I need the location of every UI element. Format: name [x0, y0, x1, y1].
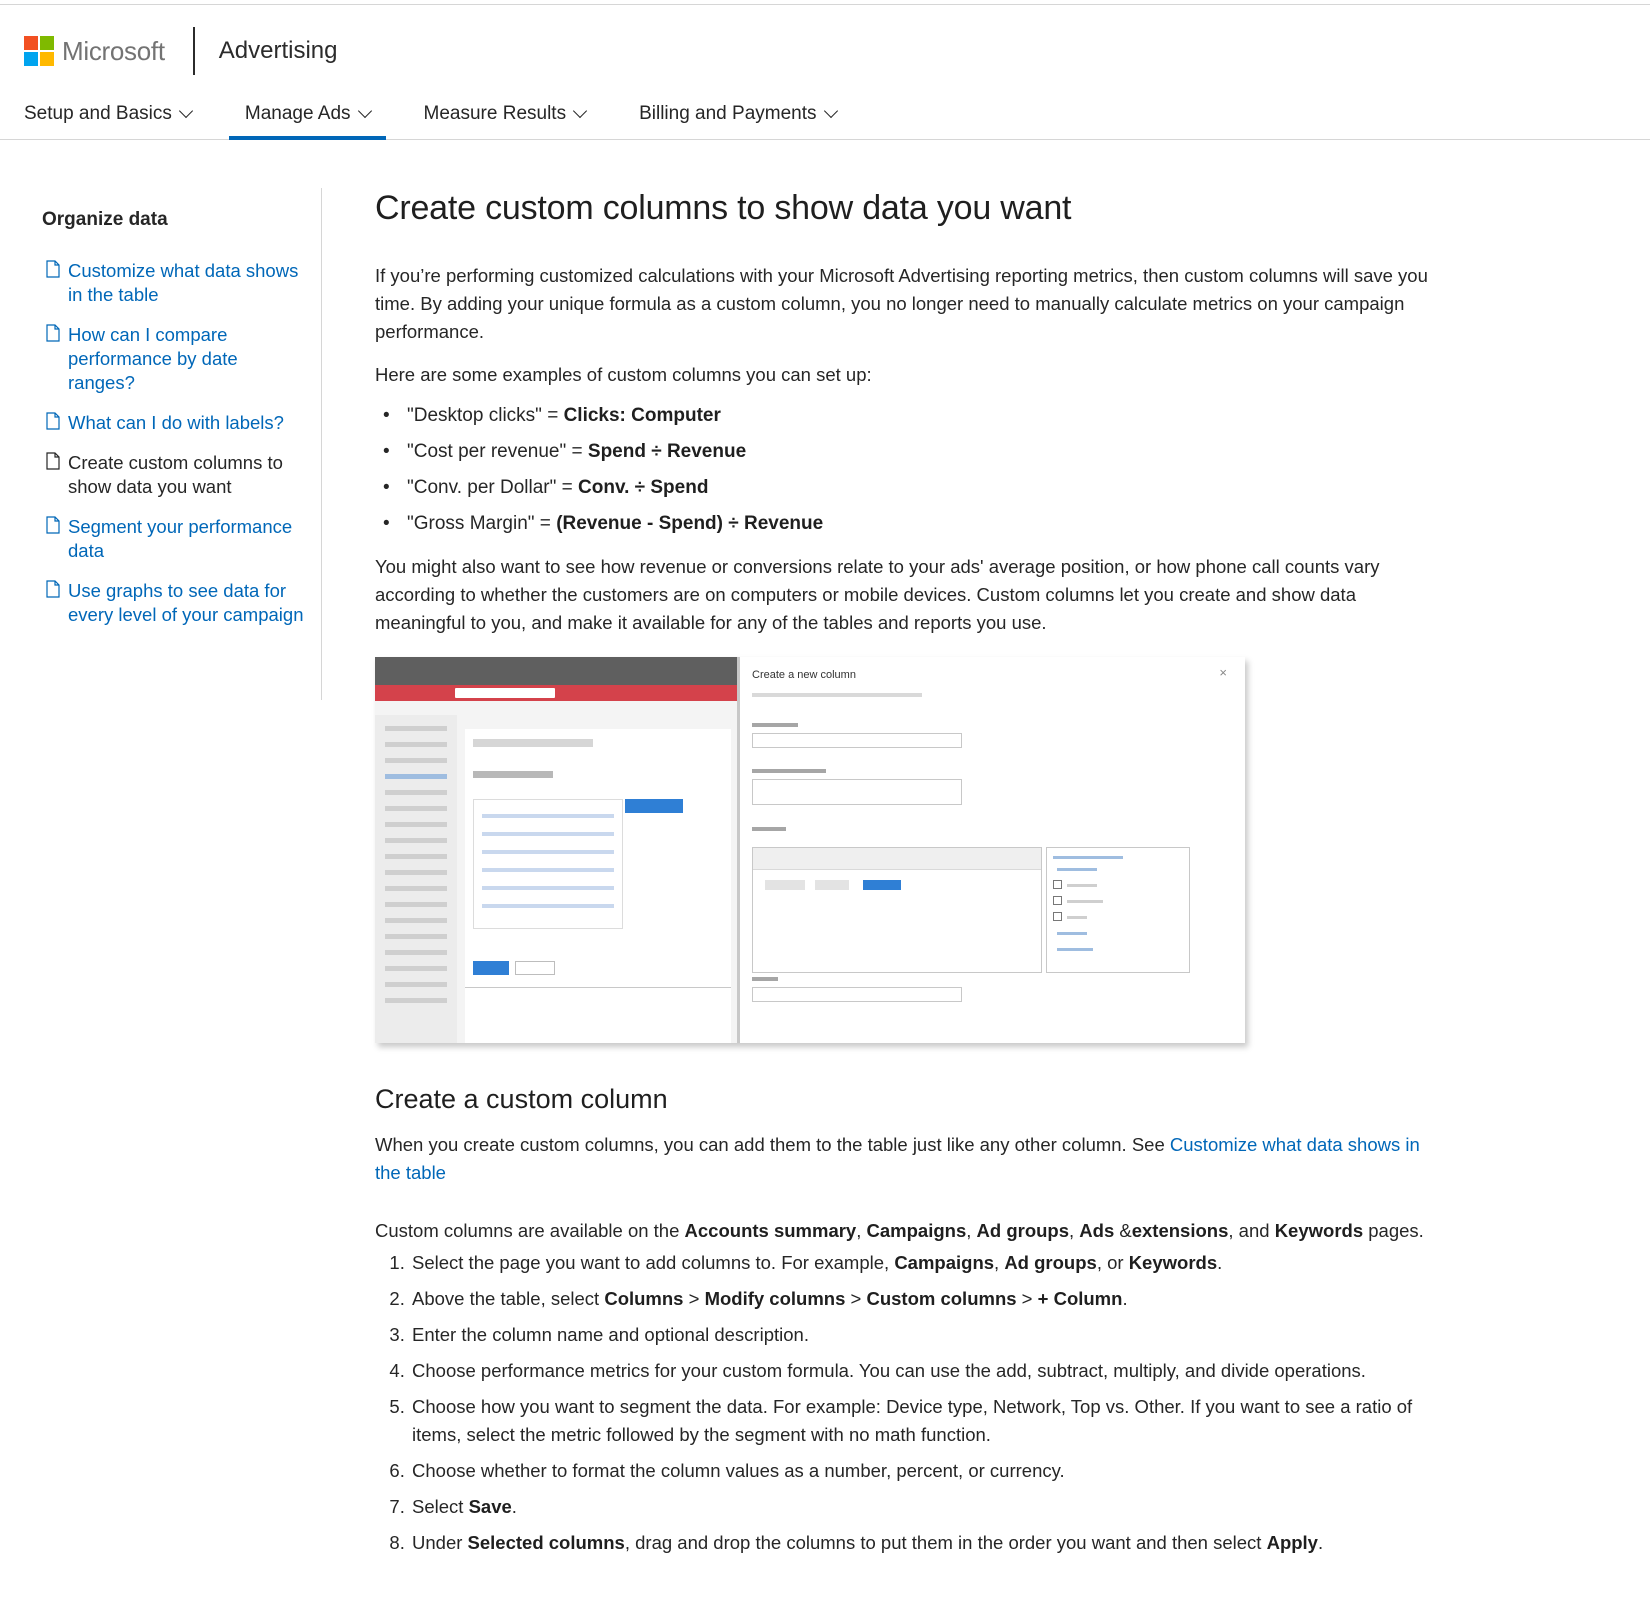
example-name: "Gross Margin" [407, 513, 535, 534]
chevron-down-icon [357, 104, 371, 118]
sidebar-item-label: Customize what data shows in the table [68, 260, 299, 305]
text: . [1122, 1288, 1128, 1309]
screenshot-topbar [375, 657, 737, 685]
nav-label: Measure Results [423, 103, 567, 124]
sidebar-item-compare[interactable] [42, 323, 304, 395]
section-intro [375, 1131, 1435, 1187]
brand-divider [193, 27, 195, 75]
bold: Modify columns [704, 1288, 846, 1309]
sidebar-item-segment[interactable] [42, 515, 304, 563]
screenshot-alert-bar [375, 685, 737, 701]
nav-manage-ads[interactable] [229, 97, 386, 140]
sidebar-item-custom-columns [42, 451, 304, 499]
chevron-down-icon [179, 104, 193, 118]
page-name: Ads [1079, 1220, 1115, 1241]
text: Choose how you want to segment the data. For example: Device type, Network, Top vs. Other. If you want to see a ratio of items, select the metric followed by the segment with no math function. [412, 1396, 1413, 1445]
close-icon: × [1219, 665, 1227, 680]
chevron-down-icon [823, 104, 837, 118]
step-item [410, 1493, 1435, 1521]
main-nav [24, 97, 890, 140]
bold: Save [468, 1496, 512, 1517]
sidebar-item-labels[interactable] [42, 411, 304, 435]
example-name: "Conv. per Dollar" [407, 477, 557, 498]
equals: = [541, 405, 564, 426]
text: , [994, 1252, 1005, 1273]
sidebar-item-label: Use graphs to see data for every level of your campaign [68, 580, 304, 625]
list-item [375, 475, 1435, 501]
sidebar-title: Organize data [42, 209, 168, 230]
text: & [1114, 1220, 1132, 1241]
text: , drag and drop the columns to put them in the order you want and then select [624, 1532, 1267, 1553]
text: > [845, 1288, 867, 1309]
bold: Campaigns [894, 1252, 995, 1273]
equals: = [566, 441, 588, 462]
page-name: extensions [1131, 1220, 1229, 1241]
step-item [410, 1357, 1435, 1385]
text: , [856, 1220, 867, 1241]
text: , [1069, 1220, 1080, 1241]
document-icon [46, 324, 60, 342]
examples-list [375, 403, 1435, 537]
nav-billing-and-payments[interactable] [639, 97, 835, 140]
list-item [375, 403, 1435, 429]
bold: Columns [604, 1288, 684, 1309]
sidebar-item-label: How can I compare performance by date ranges? [68, 324, 238, 393]
text: , and [1228, 1220, 1275, 1241]
customize-table-link[interactable]: Customize what data shows in the table [375, 1134, 1420, 1183]
section-intro-text: When you create custom columns, you can add them to the table just like any other column. See [375, 1134, 1170, 1155]
nav-label: Setup and Basics [24, 103, 172, 124]
nav-measure-results[interactable] [424, 97, 586, 140]
sidebar-item-label: What can I do with labels? [68, 412, 284, 433]
sidebar-item-graphs[interactable] [42, 579, 304, 627]
text: Above the table, select [412, 1288, 605, 1309]
step-item [410, 1457, 1435, 1485]
text: Select the page you want to add columns to. For example, [412, 1252, 895, 1273]
example-name: "Desktop clicks" [407, 405, 542, 426]
equals: = [556, 477, 579, 498]
bold: Selected columns [467, 1532, 625, 1553]
sidebar [42, 188, 322, 700]
sidebar-list [42, 259, 321, 627]
step-item [410, 1285, 1435, 1313]
brand-company: Microsoft [62, 35, 165, 66]
screenshot-segment-box [1046, 847, 1190, 973]
screenshot-formula-box [752, 847, 1042, 973]
page-name: Keywords [1274, 1220, 1364, 1241]
sidebar-item-label: Create custom columns to show data you want [68, 452, 283, 497]
equals: = [534, 513, 557, 534]
example-formula: Conv. ÷ Spend [578, 477, 709, 498]
text: , [966, 1220, 977, 1241]
page-name: Campaigns [866, 1220, 967, 1241]
text: . [511, 1496, 517, 1517]
screenshot-dialog [740, 657, 1245, 1043]
page-title: Create custom columns to show data you want [375, 189, 1072, 227]
bold: Keywords [1128, 1252, 1218, 1273]
step-item [410, 1393, 1435, 1449]
step-item [410, 1249, 1435, 1277]
text: , or [1096, 1252, 1129, 1273]
text: > [683, 1288, 705, 1309]
bold: Custom columns [866, 1288, 1017, 1309]
screenshot-body [465, 729, 731, 1043]
chevron-down-icon [573, 104, 587, 118]
screenshot-dialog-title: Create a new column [752, 669, 856, 681]
screenshot-side-nav [375, 715, 457, 1043]
bold: Ad groups [1004, 1252, 1097, 1273]
bold: + Column [1037, 1288, 1123, 1309]
text: Custom columns are available on the [375, 1220, 685, 1241]
steps-list [375, 1249, 1435, 1557]
document-icon [46, 452, 60, 470]
brand-product: Advertising [218, 37, 338, 64]
microsoft-logo-icon [24, 36, 54, 66]
text: . [1317, 1532, 1324, 1553]
section-title: Create a custom column [375, 1084, 668, 1114]
text: pages. [1363, 1220, 1424, 1241]
document-icon [46, 412, 60, 430]
text: Select [412, 1496, 469, 1517]
page-name: Ad groups [976, 1220, 1070, 1241]
text: Choose whether to format the column values as a number, percent, or currency. [412, 1460, 1065, 1481]
example-formula: (Revenue - Spend) ÷ Revenue [556, 513, 824, 534]
intro-paragraph: If you’re performing customized calculations with your Microsoft Advertising reporting metrics, then custom columns will save you time. By adding your unique formula as a custom column, you no longer need to manually calculate metrics on your campaign performance. [375, 265, 1428, 342]
text: Enter the column name and optional description. [412, 1324, 809, 1345]
step-item [410, 1529, 1435, 1557]
text: . [1217, 1252, 1223, 1273]
example-name: "Cost per revenue" [407, 441, 567, 462]
sidebar-item-label: Segment your performance data [68, 516, 293, 561]
example-formula: Spend ÷ Revenue [587, 441, 747, 462]
screenshot-app-panel [375, 657, 740, 1043]
brand[interactable] [24, 23, 338, 79]
page-name: Accounts summary [684, 1220, 857, 1241]
list-item [375, 439, 1435, 465]
document-icon [46, 516, 60, 534]
document-icon [46, 260, 60, 278]
text: > [1016, 1288, 1038, 1309]
article [375, 188, 1435, 1565]
list-item [375, 511, 1435, 537]
availability-paragraph [375, 1217, 1435, 1245]
bold: Apply [1266, 1532, 1318, 1553]
nav-label: Billing and Payments [639, 103, 817, 124]
sidebar-item-customize[interactable] [42, 259, 304, 307]
text: Choose performance metrics for your custom formula. You can use the add, subtract, multiply, and divide operations. [412, 1360, 1366, 1381]
screenshot-image [375, 657, 1245, 1043]
document-icon [46, 580, 60, 598]
example-formula: Clicks: Computer [563, 405, 721, 426]
body-paragraph: You might also want to see how revenue or conversions relate to your ads' average position, or how phone call counts vary according to whether the customers are on computers or mobile devices. Custom columns let you create and show data meaningful to you, and make it available for any of the tables and reports you use. [375, 556, 1380, 633]
nav-label: Manage Ads [244, 103, 351, 124]
nav-setup-and-basics[interactable] [24, 97, 191, 140]
examples-intro: Here are some examples of custom columns you can set up: [375, 364, 872, 385]
text: Under [412, 1532, 468, 1553]
step-item [410, 1321, 1435, 1349]
site-header [0, 5, 1650, 140]
